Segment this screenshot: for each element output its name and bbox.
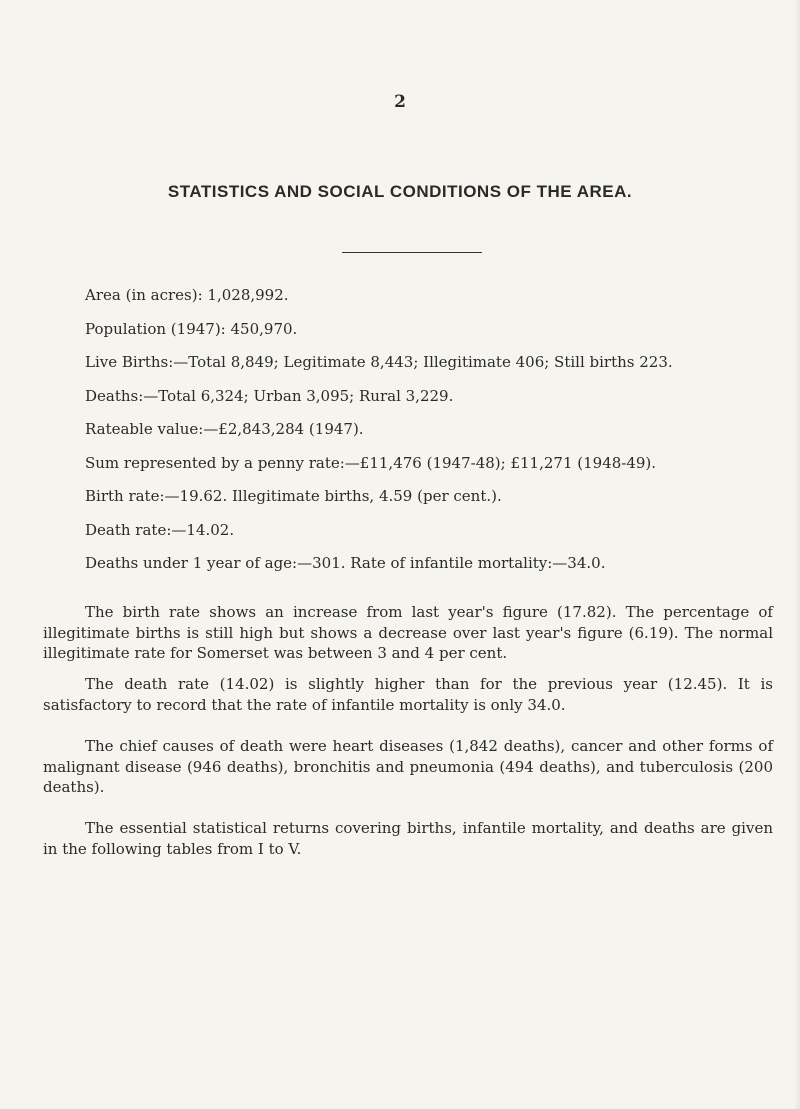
title-divider bbox=[342, 252, 482, 253]
page-edge-shadow bbox=[794, 0, 800, 1109]
stat-live-births: Live Births:—Total 8,849; Legitimate 8,443; Illegitimate 406; Still births 223. bbox=[85, 353, 673, 371]
paragraph-statistical-returns: The essential statistical returns covering births, infantile mortality, and deaths are given in the following tables from I to V. bbox=[43, 819, 773, 858]
stat-infant-deaths: Deaths under 1 year of age:—301. Rate of infantile mortality:—34.0. bbox=[85, 554, 606, 572]
stat-death-rate: Death rate:—14.02. bbox=[85, 520, 235, 539]
page-title: STATISTICS AND SOCIAL CONDITIONS OF THE AREA. bbox=[167, 182, 633, 201]
stat-rateable-value: Rateable value:—£2,843,284 (1947). bbox=[85, 420, 364, 438]
statistics-list bbox=[85, 286, 775, 588]
stat-deaths: Deaths:—Total 6,324; Urban 3,095; Rural 3,229. bbox=[85, 386, 454, 405]
stat-area: Area (in acres): 1,028,992. bbox=[85, 286, 289, 304]
paragraph-death-rate: The death rate (14.02) is slightly higher than for the previous year (12.45). It is satisfactory to record that the rate of infantile mortality is only 34.0. bbox=[43, 675, 773, 714]
stat-population: Population (1947): 450,970. bbox=[85, 319, 298, 338]
stat-penny-rate: Sum represented by a penny rate:—£11,476 (1947-48); £11,271 (1948-49). bbox=[85, 453, 657, 472]
paragraph-causes-of-death: The chief causes of death were heart diseases (1,842 deaths), cancer and other forms of malignant disease (946 deaths), bronchitis and pneumonia (494 deaths), and tuberculosis (200 deaths). bbox=[43, 737, 773, 796]
paragraph-birth-rate: The birth rate shows an increase from last year's figure (17.82). The percentage of illegitimate births is still high but shows a decrease over last year's figure (6.19). The normal illegitimate rate for Somerset was between 3 and 4 per cent. bbox=[43, 603, 773, 662]
stat-birth-rate: Birth rate:—19.62. Illegitimate births, 4.59 (per cent.). bbox=[85, 487, 502, 505]
page-number: 2 bbox=[394, 92, 406, 112]
